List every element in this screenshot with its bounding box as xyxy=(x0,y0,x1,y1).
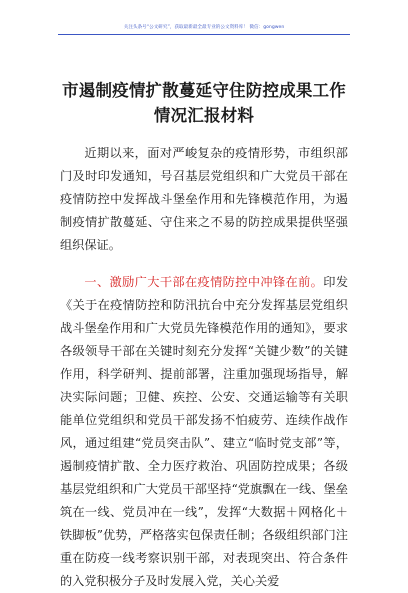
intro-paragraph: 近期以来，面对严峻复杂的疫情形势，市组织部门及时印发通知，号召基层党组织和广大党员干部在疫情防控中发挥战斗堡垒作用和先锋模范作用，为遏制疫情扩散蔓延、守住来之不易的防控成果提供坚强组织保证。 xyxy=(60,146,348,252)
header-rule xyxy=(58,34,350,35)
section-1-text: 印发《关于在疫情防控和防汛抗台中充分发挥基层党组织战斗堡垒作用和广大党员先锋模范作用的通知》，要求各级领导干部在关键时刻充分发挥“关键少数”的关键作用，科学研判、提前部署，注重加强现场指导，解决实际问题；卫健、疾控、公安、交通运输等有关职能单位党组织和党员干部发扬不怕疲劳、连续作战作风，通过组建“党员突击队”、建立“临时党支部”等，遏制疫情扩散、全力医疗救治、巩固防控成果；各级基层党组织和广大党员干部坚持“党旗飘在一线、堡垒筑在一线、党员冲在一线”，发挥“大数据＋网格化＋铁脚板”优势，严格落实包保责任制；各级组织部门注重在防疫一线考察识别干部，对表现突出、符合条件的入党积极分子及时发展入党，关心关爱 xyxy=(60,275,349,588)
document-title: 市遏制疫情扩散蔓延守住防控成果工作情况汇报材料 xyxy=(62,81,346,125)
document-body xyxy=(60,142,348,593)
section-1-paragraph xyxy=(60,271,348,593)
section-1-heading: 一、激励广大干部在疫情防控中冲锋在前。 xyxy=(84,275,324,289)
header-note: 关注头条号“公文研究”，获取最新最全最专业的公文资料库！ 微信：gongwen xyxy=(123,25,285,30)
